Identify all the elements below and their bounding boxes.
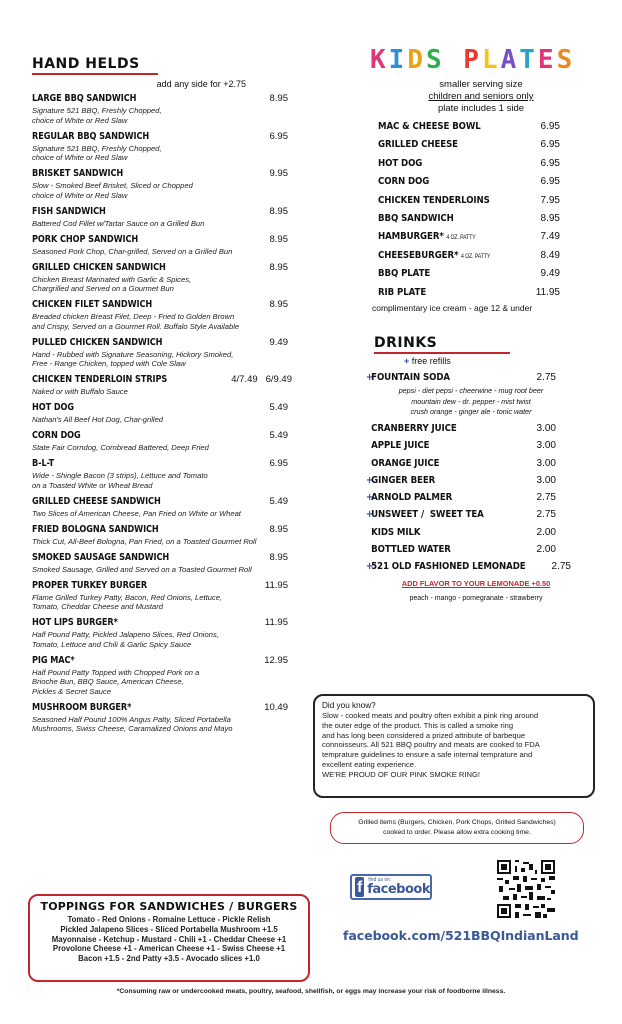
- refill-plus-icon: +: [404, 355, 410, 366]
- menu-item-row: [32, 702, 304, 713]
- drink-price: 2.00: [536, 526, 556, 538]
- drink-name-text: GINGER BEER: [371, 474, 436, 486]
- menu-item-name: PORK CHOP SANDWICH: [32, 233, 139, 245]
- kids-plate-name-text: BBQ PLATE: [378, 268, 431, 280]
- drink-item: [366, 458, 596, 469]
- description-line: Half Pound Patty, Pickled Jalapeno Slices, Red Onions,: [32, 630, 219, 639]
- menu-item-price: 9.95: [269, 168, 288, 179]
- soda-options-line: crush orange - ginger ale - tonic water: [410, 407, 532, 417]
- menu-item-name: CHICKEN TENDERLOIN STRIPS: [32, 374, 168, 385]
- description-line: choice of White or Red Slaw: [32, 190, 128, 200]
- kids-plate-name: [378, 287, 426, 298]
- drink-name-text: ARNOLD PALMER: [371, 492, 453, 504]
- drink-item: [366, 492, 596, 503]
- menu-item-description: [32, 443, 304, 453]
- menu-item-name: FISH SANDWICH: [32, 205, 106, 217]
- kids-plate-price: 11.95: [535, 286, 560, 298]
- menu-item-row: [32, 580, 304, 591]
- kids-plate-patty-size: 4 OZ. PATTY: [446, 235, 476, 242]
- menu-item-price: 8.95: [269, 299, 288, 310]
- kids-plate-item: [378, 231, 596, 242]
- menu-item-description: [32, 668, 304, 697]
- toppings-line: Provolone Cheese +1 - American Cheese +1 - Swiss Cheese +1: [52, 944, 286, 954]
- kids-plate-name-text: CHICKEN TENDERLOINS: [378, 194, 490, 206]
- did-you-know-line: the outer edge of the product. This is called a smoke ring: [322, 720, 514, 730]
- kids-plate-name: [378, 268, 430, 279]
- menu-item-name: HOT DOG: [32, 402, 75, 413]
- menu-item-name: GRILLED CHEESE SANDWICH: [32, 495, 161, 507]
- menu-item-description: [32, 565, 304, 575]
- menu-item: [32, 524, 304, 547]
- menu-item: [32, 458, 304, 490]
- did-you-know-line: Slow - cooked meats and poultry often exhibit a pink ring around: [322, 711, 539, 720]
- drink-name: [366, 440, 429, 451]
- toppings-title: TOPPINGS FOR SANDWICHES / BURGERS: [40, 900, 298, 913]
- drink-price: 3.00: [536, 422, 556, 434]
- menu-item: [32, 552, 304, 575]
- kids-plate-item: [378, 195, 596, 206]
- menu-item-description: [32, 387, 304, 397]
- menu-item-description: [32, 471, 304, 490]
- drink-item: [366, 440, 596, 451]
- description-line: Tomato, Lettuce and Chili & Garlic Spicy Sauce: [32, 639, 192, 649]
- soda-options-line: pepsi - diet pepsi - cheerwine - mug root beer: [398, 386, 544, 396]
- menu-item: [32, 131, 304, 163]
- right-column: [366, 45, 596, 602]
- menu-item-price: 8.95: [269, 93, 288, 104]
- menu-item-name: REGULAR BBQ SANDWICH: [32, 130, 150, 142]
- menu-item-description: [32, 219, 304, 229]
- drink-item: [366, 527, 596, 538]
- description-line: State Fair Corndog, Cornbread Battered, Deep Fried: [32, 443, 209, 452]
- drink-name: [366, 423, 457, 434]
- menu-item-price: 8.95: [269, 233, 288, 245]
- drink-name: [366, 458, 439, 469]
- drink-price: 2.75: [551, 561, 571, 573]
- menu-item-row: [32, 299, 304, 310]
- menu-item: [32, 262, 304, 294]
- kids-plate-name-text: CHEESEBURGER*: [378, 249, 459, 261]
- menu-item: [32, 617, 304, 649]
- did-you-know-line: excellent eating experience.: [322, 759, 417, 769]
- menu-item-description: [32, 350, 304, 369]
- kids-plate-name-text: MAC & CHEESE BOWL: [378, 121, 481, 132]
- drink-name-text: FOUNTAIN SODA: [371, 371, 450, 383]
- menu-item-name: LARGE BBQ SANDWICH: [32, 93, 137, 104]
- menu-item-price: 9.49: [269, 336, 288, 348]
- kids-plate-name-text: RIB PLATE: [378, 286, 427, 298]
- drink-name: [366, 475, 435, 486]
- drink-item: [366, 509, 596, 520]
- grill-notice-line: cooked to order. Please allow extra cooking time.: [383, 829, 531, 836]
- menu-item-description: [32, 144, 304, 163]
- drink-price: 2.75: [536, 509, 556, 521]
- kids-plate-price: 7.49: [540, 231, 560, 243]
- description-line: Half Pound Patty Topped with Chopped Pork on a: [32, 667, 200, 677]
- kids-plate-name-text: BBQ SANDWICH: [378, 212, 454, 224]
- menu-item-description: [32, 312, 304, 331]
- drinks-title: DRINKS: [374, 335, 510, 354]
- kids-plate-item: [378, 121, 596, 132]
- kids-plate-price: 6.95: [540, 121, 560, 132]
- description-line: Signature 521 BBQ, Freshly Chopped,: [32, 143, 162, 153]
- menu-item-row: [32, 206, 304, 217]
- drink-name: [366, 544, 451, 555]
- kids-plate-name-text: HOT DOG: [378, 157, 423, 169]
- refill-plus-icon: +: [366, 561, 374, 573]
- description-line: choice of White or Red Slaw: [32, 115, 128, 125]
- kids-title-letter: K: [370, 45, 389, 75]
- drink-name-text: ORANGE JUICE: [371, 457, 440, 469]
- facebook-f-icon: f: [356, 879, 363, 896]
- kids-title-letter: A: [500, 45, 520, 75]
- menu-item-name: MUSHROOM BURGER*: [32, 701, 132, 713]
- foodborne-illness-footnote: *Consuming raw or undercooked meats, poultry, seafood, shellfish, or eggs may increase your risk of foodborne illness.: [116, 988, 506, 995]
- toppings-line: Bacon +1.5 - 2nd Patty +3.5 - Avocado slices +1.0: [78, 954, 260, 964]
- facebook-wordmark: facebook: [367, 882, 430, 897]
- menu-item-price: 6.95: [269, 458, 288, 469]
- menu-item: [32, 430, 304, 453]
- description-line: Breaded chicken Breast Filet, Deep - Fried to Golden Brown: [32, 312, 235, 321]
- menu-item-name: PULLED CHICKEN SANDWICH: [32, 336, 163, 348]
- kids-plate-item: [378, 268, 596, 279]
- menu-item-price: 8.95: [269, 205, 288, 217]
- menu-item-name: PROPER TURKEY BURGER: [32, 579, 148, 591]
- menu-item: [32, 580, 304, 612]
- menu-item-description: [32, 106, 304, 125]
- menu-item: [32, 234, 304, 257]
- description-line: Pickles & Secret Sauce: [32, 686, 111, 696]
- kids-plate-item: [378, 158, 596, 169]
- kids-title-letter: D: [407, 45, 426, 75]
- kids-plate-name: [378, 250, 490, 261]
- drink-price: 2.75: [536, 371, 556, 383]
- kids-plate-item: [378, 213, 596, 224]
- kids-title-letter: S: [425, 45, 445, 75]
- menu-item-description: [32, 247, 304, 257]
- menu-item-price: 5.49: [269, 430, 288, 441]
- kids-plate-name-text: GRILLED CHEESE: [378, 139, 458, 151]
- description-line: Battered Cod Fillet w/Tartar Sauce on a Grilled Bun: [32, 218, 205, 228]
- did-you-know-body: [322, 711, 586, 780]
- menu-item-name: CHICKEN FILET SANDWICH: [32, 299, 153, 310]
- kids-title-letter: I: [388, 45, 408, 75]
- menu-item-row: [32, 458, 304, 469]
- menu-item-description: [32, 537, 304, 547]
- kids-plate-name: [378, 231, 476, 242]
- description-line: Smoked Sausage, Grilled and Served on a Toasted Gourmet Roll: [32, 564, 252, 574]
- kids-plate-name: [378, 195, 490, 206]
- menu-item-name: BRISKET SANDWICH: [32, 168, 124, 179]
- description-line: Thick Cut, All-Beef Bologna, Pan Fried, on a Toasted Gourmet Roll: [32, 536, 257, 546]
- menu-item-row: [32, 402, 304, 413]
- drink-price: 3.00: [536, 474, 556, 486]
- kids-plate-price: 8.95: [540, 212, 560, 224]
- kids-plate-item: [378, 287, 596, 298]
- drink-name-text: CRANBERRY JUICE: [371, 422, 457, 434]
- menu-item-row: [32, 430, 304, 441]
- kids-title-letter: S: [556, 45, 576, 75]
- drink-item: [366, 423, 596, 434]
- kids-note-line: children and seniors only: [428, 91, 534, 102]
- description-line: Wide - Shingle Bacon (3 strips), Lettuce and Tomato: [32, 471, 208, 480]
- kids-title-letter: E: [537, 45, 557, 75]
- drink-name: [366, 527, 420, 538]
- facebook-find-us-label: find us on: [368, 877, 390, 883]
- kids-plate-item: [378, 250, 596, 261]
- drink-name-text: 521 OLD FASHIONED LEMONADE: [371, 561, 526, 573]
- free-refills-label: free refills: [411, 355, 451, 366]
- did-you-know-line: and has long been considered a prized attribute of barbeque: [322, 730, 526, 740]
- did-you-know-box: [313, 694, 595, 798]
- description-line: Tomato, Cheddar Cheese and Mustard: [32, 602, 163, 611]
- kids-plate-item: [378, 176, 596, 187]
- menu-item-row: [32, 655, 304, 666]
- menu-item-price: 5.49: [269, 402, 288, 413]
- refill-plus-icon: +: [366, 371, 374, 383]
- description-line: Nathan's All Beef Hot Dog, Char-grilled: [32, 415, 164, 424]
- toppings-line: Pickled Jalapeno Slices - Sliced Portabella Mushroom +1.5: [60, 924, 278, 934]
- menu-item-name: CORN DOG: [32, 430, 81, 441]
- kids-title-letter: P: [463, 45, 482, 75]
- menu-item-description: [32, 630, 304, 649]
- description-line: Free - Range Chicken, topped with Cole Slaw: [32, 359, 186, 368]
- menu-item-price: 4/7.49 6/9.49: [231, 374, 292, 385]
- menu-item-price: 8.95: [269, 551, 288, 563]
- drink-name: [366, 509, 484, 520]
- menu-item-row: [32, 524, 304, 535]
- description-line: Seasoned Pork Chop, Char-grilled, Served on a Grilled Bun: [32, 246, 233, 256]
- menu-item-row: [32, 131, 304, 142]
- kids-plate-name-text: CORN DOG: [378, 176, 430, 188]
- drink-item: [366, 544, 596, 555]
- menu-item-description: [32, 181, 304, 200]
- toppings-box: [28, 894, 310, 982]
- kids-plate-item: [378, 139, 596, 150]
- toppings-line: Tomato - Red Onions - Romaine Lettuce - Pickle Relish: [67, 915, 271, 924]
- drink-price: 3.00: [536, 440, 556, 452]
- drink-price: 3.00: [536, 457, 556, 469]
- description-line: Seasoned Half Pound 100% Angus Patty, Sliced Portabella: [32, 714, 231, 724]
- menu-item: [32, 168, 304, 200]
- drink-name: [366, 372, 450, 383]
- drinks-list: [366, 372, 596, 572]
- menu-item: [32, 337, 304, 369]
- kids-plate-price: 6.95: [540, 139, 560, 151]
- menu-item-price: 11.95: [264, 579, 288, 591]
- description-line: and Crispy, Served on a Gourmet Roll. Buffalo Style Available: [32, 321, 240, 331]
- lemonade-flavors: peach - mango - pomegranate - strawberry: [409, 594, 543, 602]
- kids-title-letter: T: [519, 45, 538, 75]
- drink-price: 2.75: [536, 492, 556, 504]
- free-refills-note: [404, 356, 596, 366]
- did-you-know-line: WE'RE PROUD OF OUR PINK SMOKE RING!: [322, 769, 480, 779]
- drink-item: [366, 561, 596, 572]
- menu-item-description: [32, 593, 304, 612]
- menu-item-row: [32, 337, 304, 348]
- drink-name-text: KIDS MILK: [371, 526, 421, 538]
- facebook-button[interactable]: [350, 874, 432, 900]
- kids-plate-patty-size: 4 OZ. PATTY: [461, 253, 491, 260]
- menu-item: [32, 93, 304, 125]
- kids-plate-name-text: HAMBURGER*: [378, 231, 444, 243]
- description-line: Two Slices of American Cheese, Pan Fried on White or Wheat: [32, 508, 241, 518]
- facebook-page-link[interactable]: facebook.com/521BBQIndianLand: [343, 928, 579, 943]
- grilled-items-notice: [330, 812, 584, 844]
- menu-item-name: B-L-T: [32, 458, 55, 469]
- drink-name-text: UNSWEET / SWEET TEA: [371, 509, 484, 521]
- menu-item-row: [32, 168, 304, 179]
- kids-note-line: plate includes 1 side: [437, 103, 525, 114]
- did-you-know-line: connoisseurs. All 521 BBQ poultry and meats are cooked to FDA: [322, 740, 540, 750]
- drink-price: 2.00: [536, 544, 556, 556]
- kids-plate-name: [378, 121, 481, 132]
- grill-notice-line: Grilled items (Burgers, Chicken, Pork Chops, Grilled Sandwiches): [358, 819, 556, 826]
- kids-plate-price: 6.95: [540, 157, 560, 169]
- description-line: Chargrilled and Served on a Gourmet Bun: [32, 284, 174, 293]
- kids-plate-name: [378, 158, 422, 169]
- kids-plate-name: [378, 213, 454, 224]
- menu-item-name: PIG MAC*: [32, 654, 75, 666]
- menu-item: [32, 496, 304, 519]
- hand-helds-side-note: add any side for +2.75: [156, 79, 246, 89]
- kids-note-line: smaller serving size: [439, 79, 523, 90]
- menu-item-price: 5.49: [269, 495, 288, 507]
- kids-plate-price: 7.95: [540, 194, 560, 206]
- menu-item-description: [32, 509, 304, 519]
- kids-title-letter: [445, 45, 464, 75]
- drink-name: [366, 561, 526, 572]
- kids-plate-price: 8.49: [540, 249, 560, 261]
- menu-item-name: GRILLED CHICKEN SANDWICH: [32, 261, 166, 273]
- menu-item-description: [32, 715, 304, 734]
- description-line: Hand - Rubbed with Signature Seasoning, Hickory Smoked,: [32, 349, 234, 359]
- description-line: Signature 521 BBQ, Freshly Chopped,: [32, 106, 162, 115]
- kids-plate-name: [378, 139, 458, 150]
- toppings-line: Mayonnaise - Ketchup - Mustard - Chili +1 - Cheddar Cheese +1: [51, 934, 287, 944]
- description-line: Chicken Breast Marinated with Garlic & Spices,: [32, 274, 192, 284]
- menu-item-row: [32, 93, 304, 104]
- kids-title-letter: L: [481, 45, 501, 75]
- refill-plus-icon: +: [366, 509, 374, 521]
- kids-plate-price: 9.49: [540, 268, 560, 280]
- kids-plates-list: [366, 121, 596, 298]
- kids-plates-title: [370, 45, 596, 75]
- menu-item-row: [32, 552, 304, 563]
- menu-item: [32, 374, 304, 397]
- menu-item-price: 11.95: [264, 617, 288, 628]
- kids-plates-note: [366, 79, 596, 115]
- menu-item-row: [32, 496, 304, 507]
- kids-plate-price: 6.95: [540, 176, 560, 188]
- description-line: Mushrooms, Swiss Cheese, Caramalized Onions and Mayo: [32, 724, 233, 733]
- menu-item-name: HOT LIPS BURGER*: [32, 617, 118, 628]
- description-line: Slow - Smoked Beef Brisket, Sliced or Chopped: [32, 181, 193, 190]
- menu-item-row: [32, 234, 304, 245]
- description-line: Flame Grilled Turkey Patty, Bacon, Red Onions, Lettuce,: [32, 592, 223, 602]
- soda-options-line: mountain dew - dr. pepper - mist twist: [411, 396, 531, 406]
- kids-plate-name: [378, 176, 429, 187]
- menu-item-description: [32, 415, 304, 425]
- menu-item-description: [32, 275, 304, 294]
- description-line: Brioche Bun, BBQ Sauce, American Cheese,: [32, 677, 184, 686]
- drink-name: [366, 492, 452, 503]
- menu-item-price: 8.95: [269, 261, 288, 273]
- drink-name-text: APPLE JUICE: [371, 440, 430, 452]
- did-you-know-title: Did you know?: [322, 701, 376, 710]
- soda-options: [366, 386, 596, 418]
- refill-plus-icon: +: [366, 474, 374, 486]
- menu-item-price: 6.95: [269, 130, 288, 142]
- hand-helds-title: HAND HELDS: [32, 56, 158, 75]
- menu-item: [32, 655, 304, 697]
- description-line: Naked or with Buffalo Sauce: [32, 387, 128, 396]
- drink-name-text: BOTTLED WATER: [371, 544, 451, 556]
- menu-item: [32, 206, 304, 229]
- did-you-know-line: temprature guidelines to ensure a safe internal temprature and: [322, 750, 533, 760]
- menu-item-price: 12.95: [264, 654, 288, 666]
- drink-item: [366, 475, 596, 486]
- menu-item-row: [32, 617, 304, 628]
- add-flavor-note: ADD FLAVOR TO YOUR LEMONADE +0.50: [401, 578, 551, 588]
- menu-item-row: [32, 262, 304, 273]
- hand-helds-section: [32, 55, 304, 739]
- menu-item-price: 8.95: [269, 523, 288, 535]
- menu-item-row: [32, 374, 304, 385]
- complimentary-ice-cream-note: complimentary ice cream - age 12 & under: [372, 302, 533, 313]
- description-line: choice of White or Red Slaw: [32, 153, 128, 162]
- description-line: on a Toasted White or Wheat Bread: [32, 480, 153, 490]
- refill-plus-icon: +: [366, 492, 374, 504]
- hand-helds-list: [32, 93, 304, 734]
- menu-item-name: FRIED BOLOGNA SANDWICH: [32, 523, 159, 535]
- qr-code-icon[interactable]: [497, 860, 555, 918]
- menu-item: [32, 402, 304, 425]
- menu-item: [32, 702, 304, 734]
- menu-item: [32, 299, 304, 331]
- drink-item: [366, 372, 596, 383]
- menu-item-price: 10.49: [264, 701, 288, 713]
- menu-item-name: SMOKED SAUSAGE SANDWICH: [32, 551, 170, 563]
